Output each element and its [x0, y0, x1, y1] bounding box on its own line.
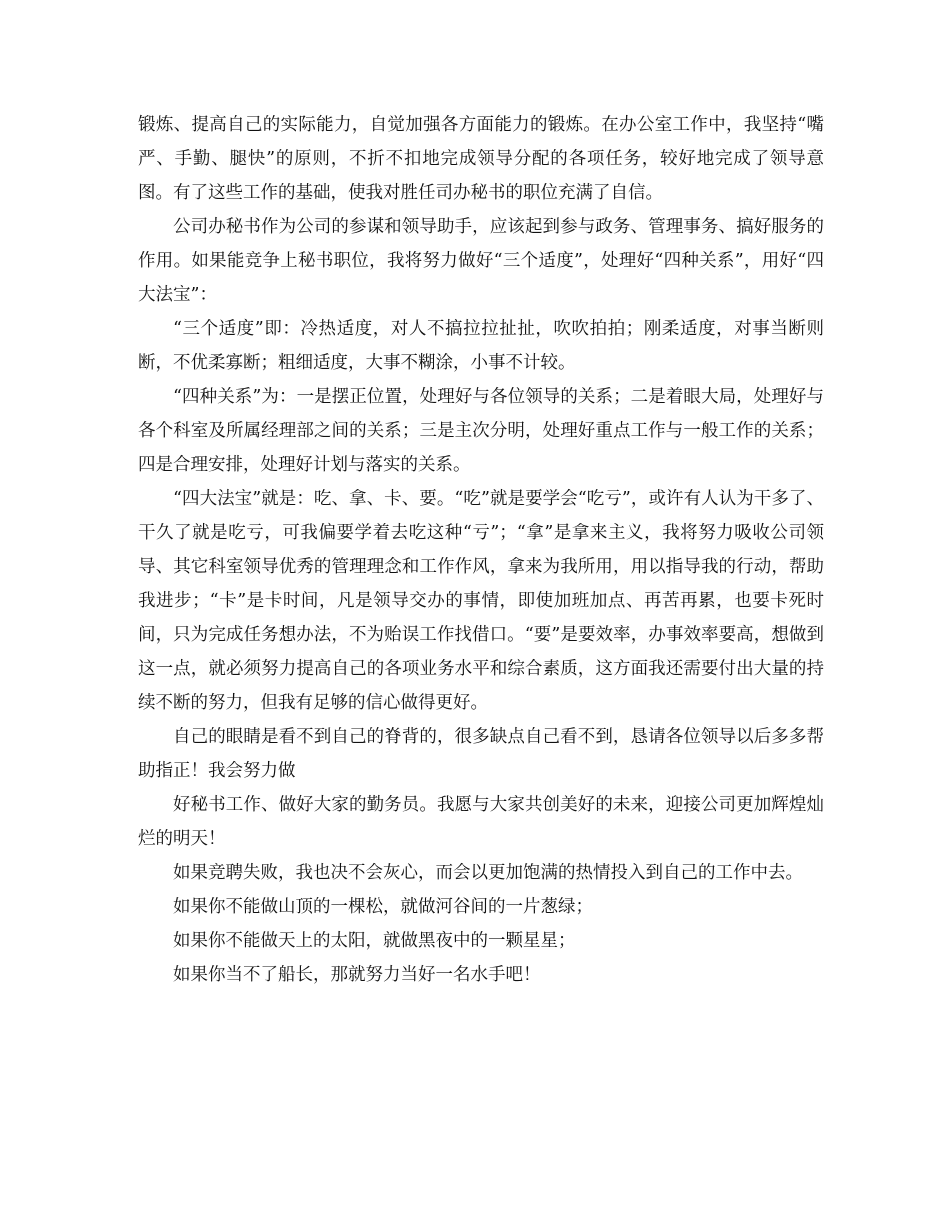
paragraph-6: 自己的眼睛是看不到自己的脊背的，很多缺点自己看不到，恳请各位领导以后多多帮助指正！我会努力做	[138, 727, 824, 781]
paragraph-10: 如果你不能做天上的太阳，就做黑夜中的一颗星星；	[173, 931, 576, 951]
paragraph-7: 好秘书工作、做好大家的勤务员。我愿与大家共创美好的未来，迎接公司更加辉煌灿烂的明天！	[138, 795, 824, 849]
paragraph-8: 如果竞聘失败，我也决不会灰心，而会以更加饱满的热情投入到自己的工作中去。	[173, 863, 803, 883]
paragraph-5: “四大法宝”就是：吃、拿、卡、要。“吃”就是要学会“吃亏”，或许有人认为干多了、干久了就是吃亏，可我偏要学着去吃这种“亏”；“拿”是拿来主义，我将努力吸收公司领导、其它科室领导优秀的管理理念和工作作风，拿来为我所用，用以指导我的行动，帮助我进步；“卡”是卡时间，凡是领导交办的事情，即使加班加点、再苦再累，也要卡死时间，只为完成任务想办法，不为贻误工作找借口。“要”是要效率，办事效率要高，想做到这一点，就必须努力提高自己的各项业务水平和综合素质，这方面我还需要付出大量的持续不断的努力，但我有足够的信心做得更好。	[138, 489, 824, 713]
paragraph-11: 如果你当不了船长，那就努力当好一名水手吧！	[173, 965, 541, 985]
document-page	[138, 108, 824, 992]
paragraph-2: 公司办秘书作为公司的参谋和领导助手，应该起到参与政务、管理事务、搞好服务的作用。如果能竞争上秘书职位，我将努力做好“三个适度”，处理好“四种关系”，用好“四大法宝”：	[138, 217, 824, 305]
paragraph-9: 如果你不能做山顶的一棵松，就做河谷间的一片葱绿；	[173, 897, 593, 917]
paragraph-4: “四种关系”为：一是摆正位置，处理好与各位领导的关系；二是着眼大局，处理好与各个科室及所属经理部之间的关系；三是主次分明，处理好重点工作与一般工作的关系；四是合理安排，处理好计划与落实的关系。	[138, 387, 824, 475]
paragraph-1: 锻炼、提高自己的实际能力，自觉加强各方面能力的锻炼。在办公室工作中，我坚持“嘴严、手勤、腿快”的原则，不折不扣地完成领导分配的各项任务，较好地完成了领导意图。有了这些工作的基础，使我对胜任司办秘书的职位充满了自信。	[138, 115, 824, 203]
paragraph-3: “三个适度”即：冷热适度，对人不搞拉拉扯扯，吹吹拍拍；刚柔适度，对事当断则断，不优柔寡断；粗细适度，大事不糊涂，小事不计较。	[138, 319, 824, 373]
